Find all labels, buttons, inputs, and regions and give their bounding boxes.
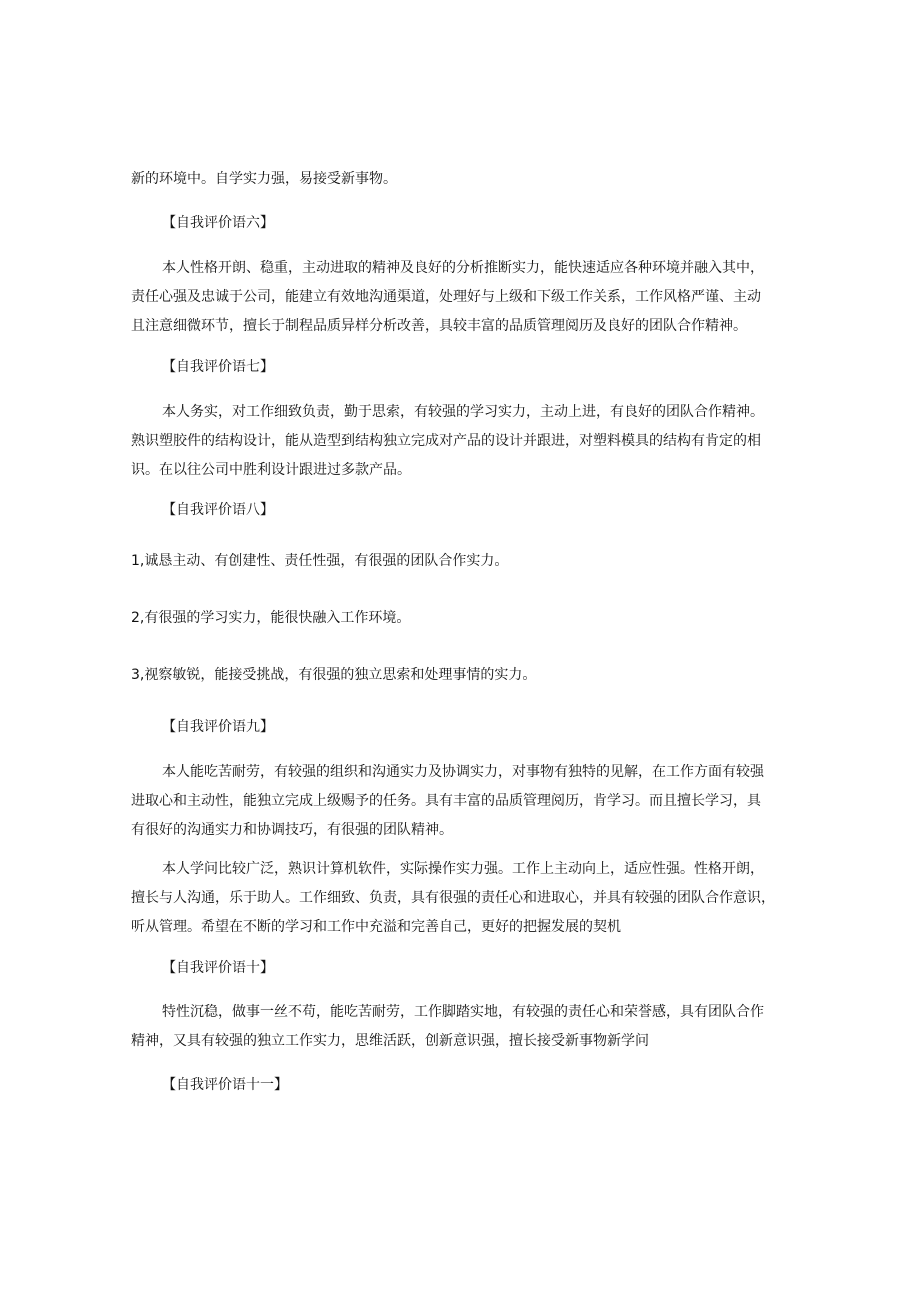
paragraph-line: 本人学问比较广泛，熟识计算机软件，实际操作实力强。工作上主动向上，适应性强。性格开朗， (162, 861, 764, 877)
paragraph-line: 责任心强及忠诚于公司，能建立有效地沟通渠道，处理好与上级和下级工作关系，工作风格严谨、主动 (131, 289, 761, 305)
heading-evaluation-8: 【自我评价语八】 (162, 502, 274, 518)
paragraph-evaluation-10 (131, 1003, 801, 1061)
paragraph-evaluation-6 (131, 259, 801, 346)
paragraph-line: 精神，又具有较强的独立工作实力，思维活跃，创新意识强，擅长接受新事物新学问 (131, 1033, 649, 1049)
heading-evaluation-7: 【自我评价语七】 (162, 359, 274, 375)
paragraph-line: 本人务实，对工作细致负责，勤于思索，有较强的学习实力，主动上进，有良好的团队合作精神。 (162, 404, 764, 420)
heading-evaluation-6: 【自我评价语六】 (162, 215, 274, 231)
paragraph-line: 有很好的沟通实力和协调技巧，有很强的团队精神。 (131, 822, 453, 838)
paragraph-line: 且注意细微环节，擅长于制程品质异样分析改善，具较丰富的品质管理阅历及良好的团队合作精神。 (131, 318, 747, 334)
paragraph-line: 进取心和主动性，能独立完成上级赐予的任务。具有丰富的品质管理阅历，肯学习。而且擅长学习，具 (131, 793, 761, 809)
heading-evaluation-10: 【自我评价语十】 (162, 960, 274, 976)
paragraph-line: 熟识塑胶件的结构设计，能从造型到结构独立完成对产品的设计并跟进，对塑料模具的结构有肯定的相 (131, 433, 761, 449)
list-item: 1,诚恳主动、有创建性、责任性强，有很强的团队合作实力。 (131, 553, 509, 569)
paragraph-evaluation-7 (131, 403, 801, 490)
list-item: 3,视察敏锐，能接受挑战，有很强的独立思索和处理事情的实力。 (131, 667, 537, 683)
paragraph-line: 本人能吃苦耐劳，有较强的组织和沟通实力及协调实力，对事物有独特的见解，在工作方面有较强 (162, 764, 764, 780)
paragraph-line: 本人性格开朗、稳重，主动进取的精神及良好的分析推断实力，能快速适应各种环境并融入其中， (162, 260, 764, 276)
heading-evaluation-11: 【自我评价语十一】 (162, 1077, 288, 1093)
paragraph-line: 识。在以往公司中胜利设计跟进过多款产品。 (131, 462, 411, 478)
intro-tail-text: 新的环境中。自学实力强，易接受新事物。 (131, 171, 397, 187)
paragraph-evaluation-9-continued (131, 860, 801, 947)
heading-evaluation-9: 【自我评价语九】 (162, 719, 274, 735)
paragraph-line: 特性沉稳，做事一丝不苟，能吃苦耐劳，工作脚踏实地，有较强的责任心和荣誉感，具有团队合作 (162, 1004, 764, 1020)
paragraph-evaluation-9 (131, 763, 801, 850)
paragraph-line: 听从管理。希望在不断的学习和工作中充溢和完善自己，更好的把握发展的契机 (131, 919, 621, 935)
paragraph-line: 擅长与人沟通，乐于助人。工作细致、负责，具有很强的责任心和进取心，并具有较强的团队合作意识， (131, 890, 775, 906)
list-item: 2,有很强的学习实力，能很快融入工作环境。 (131, 610, 411, 626)
